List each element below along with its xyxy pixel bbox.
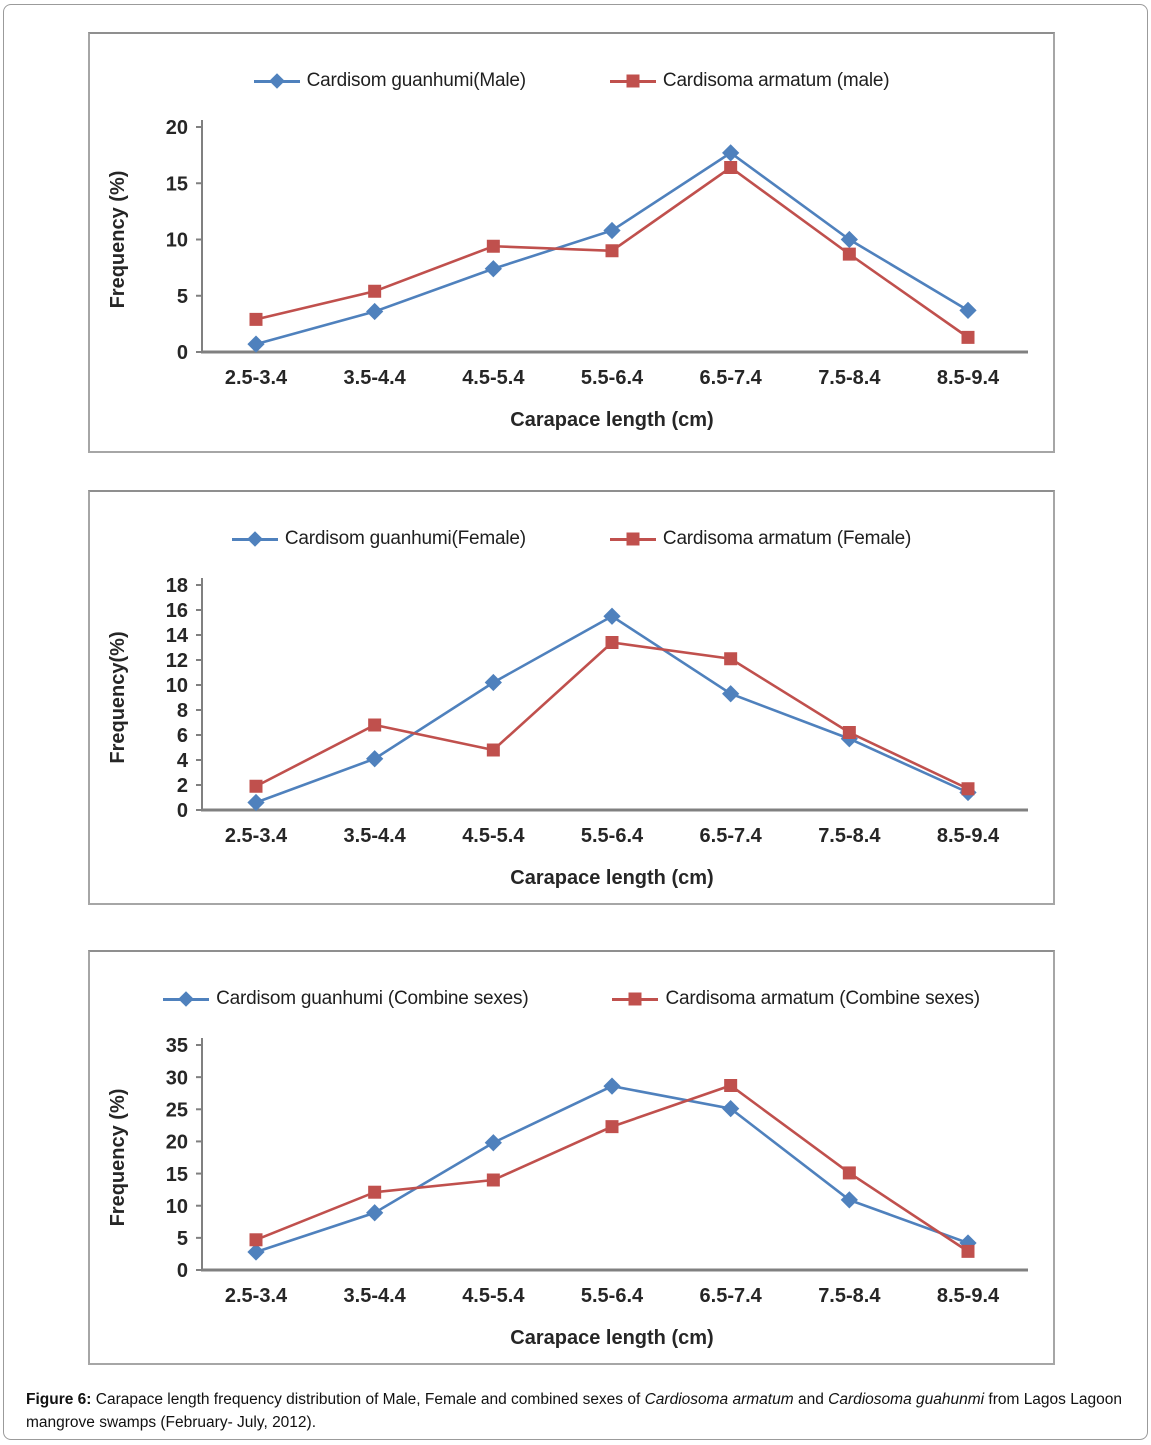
data-point-diamond: [603, 222, 620, 239]
data-point-diamond: [722, 144, 739, 161]
y-tick-label: 12: [165, 650, 188, 673]
y-tick-label: 6: [176, 725, 188, 748]
diamond-icon: [247, 531, 263, 547]
data-point-square: [724, 161, 737, 174]
data-point-square: [606, 636, 619, 649]
y-tick-label: 20: [165, 1131, 188, 1154]
x-tick-label: 7.5-8.4: [818, 825, 881, 847]
y-tick-label: 5: [176, 285, 188, 308]
data-point-diamond: [485, 1134, 502, 1151]
data-point-square: [843, 248, 856, 261]
y-tick-label: 10: [165, 229, 188, 252]
y-axis-title: Frequency(%): [107, 631, 129, 764]
square-icon: [629, 993, 642, 1006]
y-tick-label: 15: [165, 1163, 188, 1186]
legend-square-marker-icon: [610, 538, 656, 541]
y-tick-label: 10: [165, 675, 188, 698]
y-tick-label: 16: [165, 600, 188, 623]
y-tick-label: 10: [165, 1195, 188, 1218]
x-tick-label: 7.5-8.4: [818, 1285, 881, 1307]
figure-caption-text-2: and: [793, 1391, 829, 1408]
data-point-square: [250, 313, 263, 326]
data-point-square: [843, 1166, 856, 1179]
chart-panel-female: [88, 490, 1055, 905]
figure-caption: [26, 1388, 1132, 1435]
x-tick-label: 3.5-4.4: [343, 367, 406, 389]
x-tick-label: 4.5-5.4: [462, 367, 525, 389]
legend-item: [612, 988, 979, 1010]
data-point-diamond: [366, 1204, 383, 1221]
y-tick-label: 0: [176, 342, 188, 365]
chart-legend: [90, 952, 1053, 1020]
legend-diamond-marker-icon: [163, 998, 209, 1001]
x-tick-label: 8.5-9.4: [936, 367, 1000, 389]
figure-caption-text-1: Carapace length frequency distribution of Male, Female and combined sexes of: [91, 1391, 645, 1408]
x-tick-label: 7.5-8.4: [818, 367, 881, 389]
y-tick-label: 30: [165, 1067, 188, 1090]
data-point-diamond: [366, 750, 383, 767]
series-line-square: [256, 1086, 968, 1252]
legend-item: [254, 70, 526, 92]
legend-item: [610, 528, 911, 550]
legend-diamond-marker-icon: [254, 80, 300, 83]
square-icon: [626, 533, 639, 546]
data-point-square: [368, 285, 381, 298]
y-axis-title: Frequency (%): [107, 170, 129, 309]
x-tick-label: 8.5-9.4: [936, 825, 1000, 847]
x-tick-label: 5.5-6.4: [580, 1285, 644, 1307]
y-tick-label: 4: [176, 750, 188, 773]
x-axis-title: Carapace length (cm): [510, 1327, 714, 1349]
diamond-icon: [178, 991, 194, 1007]
data-point-square: [368, 1186, 381, 1199]
data-point-diamond: [485, 674, 502, 691]
data-point-diamond: [841, 231, 858, 248]
diamond-icon: [269, 73, 285, 89]
data-point-square: [724, 1079, 737, 1092]
series-line-square: [256, 643, 968, 789]
legend-label: Cardisom guanhumi(Male): [306, 70, 526, 91]
x-tick-label: 6.5-7.4: [699, 825, 762, 847]
data-point-square: [368, 719, 381, 732]
data-point-diamond: [247, 335, 264, 352]
legend-square-marker-icon: [610, 80, 656, 83]
y-tick-label: 2: [176, 775, 188, 798]
x-tick-label: 3.5-4.4: [343, 1285, 406, 1307]
figure-caption-species-1: Cardiosoma armatum: [644, 1391, 794, 1408]
legend-square-marker-icon: [612, 998, 658, 1001]
male-chart-plot: [90, 102, 1053, 454]
square-icon: [626, 75, 639, 88]
legend-label: Cardisom guanhumi (Combine sexes): [216, 988, 529, 1009]
chart-legend: [90, 492, 1053, 560]
data-point-square: [724, 652, 737, 665]
data-point-square: [606, 1120, 619, 1133]
y-tick-label: 35: [165, 1035, 188, 1058]
data-point-square: [250, 1233, 263, 1246]
y-tick-label: 0: [176, 1260, 188, 1283]
x-tick-label: 6.5-7.4: [699, 1285, 762, 1307]
x-tick-label: 2.5-3.4: [224, 1285, 288, 1307]
x-axis-title: Carapace length (cm): [510, 867, 714, 889]
data-point-square: [250, 780, 263, 793]
y-tick-label: 15: [165, 173, 188, 196]
figure-caption-label: Figure 6:: [26, 1391, 92, 1408]
data-point-square: [962, 1245, 975, 1258]
data-point-diamond: [722, 685, 739, 702]
chart-legend: [90, 34, 1053, 102]
x-tick-label: 4.5-5.4: [462, 825, 525, 847]
x-tick-label: 5.5-6.4: [580, 825, 644, 847]
data-point-square: [487, 1174, 500, 1187]
legend-item: [232, 528, 526, 550]
x-tick-label: 2.5-3.4: [224, 825, 288, 847]
data-point-square: [487, 240, 500, 253]
y-tick-label: 8: [176, 700, 188, 723]
legend-item: [610, 70, 889, 92]
figure-caption-species-2: Cardiosoma guahunmi: [828, 1391, 985, 1408]
series-line-diamond: [256, 1086, 968, 1252]
y-tick-label: 18: [165, 575, 188, 598]
x-tick-label: 4.5-5.4: [462, 1285, 525, 1307]
y-axis-title: Frequency (%): [107, 1088, 129, 1227]
y-tick-label: 0: [176, 800, 188, 823]
data-point-square: [606, 244, 619, 257]
chart-panel-male: [88, 32, 1055, 453]
legend-label: Cardisom guanhumi(Female): [284, 528, 526, 549]
legend-diamond-marker-icon: [232, 538, 278, 541]
legend-label: Cardisoma armatum (Female): [662, 528, 912, 549]
data-point-square: [843, 726, 856, 739]
x-axis-title: Carapace length (cm): [510, 409, 714, 431]
data-point-diamond: [366, 303, 383, 320]
x-tick-label: 8.5-9.4: [936, 1285, 1000, 1307]
legend-item: [163, 988, 528, 1010]
data-point-square: [487, 744, 500, 757]
data-point-square: [962, 331, 975, 344]
x-tick-label: 2.5-3.4: [224, 367, 288, 389]
female-chart-plot: [90, 560, 1053, 908]
y-tick-label: 5: [176, 1228, 188, 1251]
data-point-square: [962, 782, 975, 795]
legend-label: Cardisoma armatum (male): [662, 70, 890, 91]
combined-chart-plot: [90, 1020, 1053, 1368]
y-tick-label: 14: [165, 625, 188, 648]
data-point-diamond: [603, 1078, 620, 1095]
data-point-diamond: [485, 260, 502, 277]
legend-label: Cardisoma armatum (Combine sexes): [665, 988, 980, 1009]
chart-panel-combined: [88, 950, 1055, 1365]
data-point-diamond: [959, 302, 976, 319]
y-tick-label: 20: [165, 117, 188, 140]
y-tick-label: 25: [165, 1099, 188, 1122]
x-tick-label: 5.5-6.4: [580, 367, 644, 389]
figure-caption-text-3: from Lagos Lagoon mangrove swamps (February- July, 2012).: [26, 1391, 1122, 1432]
data-point-diamond: [603, 608, 620, 625]
x-tick-label: 6.5-7.4: [699, 367, 762, 389]
x-tick-label: 3.5-4.4: [343, 825, 406, 847]
